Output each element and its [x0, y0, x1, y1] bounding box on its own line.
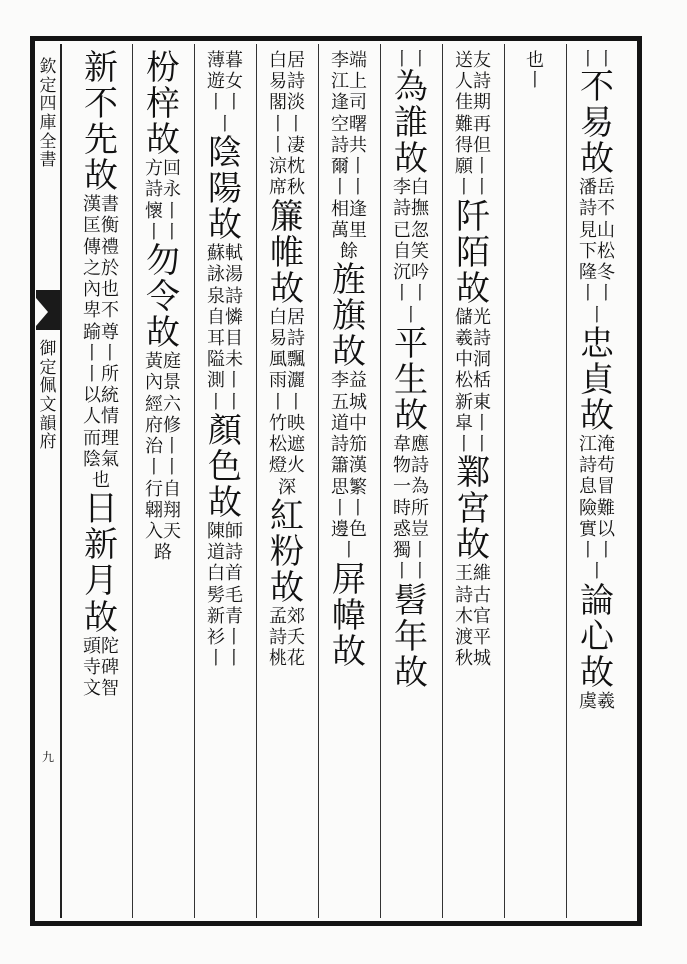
headword: 鄴宮故	[456, 453, 490, 566]
citation-text: 也	[526, 50, 544, 71]
citation-text: 方回詩永懷丨丨丨	[145, 158, 181, 243]
citation-text: 王維詩古木官渡平秋城	[455, 563, 491, 670]
margin-header-title: 欽定四庫全書	[39, 57, 57, 171]
text-column	[566, 50, 628, 910]
headword: 簾帷故	[270, 196, 304, 309]
text-column	[442, 50, 504, 910]
citation-text: 李白詩撫已忽自笑沉吟丨丨丨	[393, 177, 429, 326]
headword: 新不先故	[84, 50, 118, 197]
citation-text: 薄暮遊女丨丨丨	[207, 50, 243, 135]
headword: 不易故	[580, 67, 614, 180]
headword: 顏色故	[208, 410, 242, 523]
headword: 紅粉故	[270, 495, 304, 608]
column-rule	[442, 44, 443, 918]
text-column	[504, 50, 566, 910]
citation-text: 白居易詩閣淡丨丨丨凄涼枕席秋	[269, 50, 305, 199]
page-number: 九	[41, 750, 54, 764]
column-rule	[380, 44, 381, 918]
headword: 阡陌故	[456, 196, 490, 309]
citation-text: 江淹詩苟息冒險難實以丨丨丨	[579, 433, 615, 583]
headword: 枌梓故	[146, 50, 180, 161]
column-rule	[504, 44, 505, 918]
headword: 旌旗故	[332, 260, 366, 373]
headword: 日新月故	[84, 489, 118, 638]
citation-text: 韋應物詩一為時所惑豈獨丨丨丨	[393, 433, 429, 583]
column-rule	[256, 44, 257, 918]
margin-book-title: 御定佩文韻府	[39, 339, 57, 453]
text-column	[70, 50, 132, 910]
citation-text: 陳師道詩白首髣毛新青衫丨丨丨	[207, 521, 243, 670]
text-column	[132, 50, 194, 910]
citation-text: 送友人詩佳期難再得但願丨丨丨	[455, 50, 491, 199]
citation-text: 白居易詩風飄雨灑丨丨竹映松遮燈火深	[269, 306, 305, 498]
citation-text: 漢書匡衡傳禮之於內也卑不踰尊丨丨丨所以統人情而理陰氣也	[83, 194, 119, 492]
text-column	[194, 50, 256, 910]
text-column	[256, 50, 318, 910]
citation-text: 儲光羲詩中洞松栝新東皐丨丨丨	[455, 306, 491, 456]
column-rule	[566, 44, 567, 918]
repeat-mark: 丨	[526, 70, 544, 92]
margin-strip	[36, 44, 60, 914]
citation-text: 孟郊詩夭桃花	[269, 605, 305, 670]
citation-text: 蘇軾詠湯泉詩自憐耳目隘未測丨丨丨	[207, 243, 243, 413]
citation-text: 頭陀寺碑文智	[83, 635, 119, 699]
headword: 忠貞故	[580, 323, 614, 436]
repeat-mark: 丨丨	[579, 50, 615, 70]
citation-text: 李益五城道中詩笳簫漢思繁丨丨邊色丨	[331, 370, 367, 562]
citation-text: 潘岳詩不見山下松隆冬丨丨丨	[579, 177, 615, 326]
text-column	[318, 50, 380, 910]
column-rule	[318, 44, 319, 918]
text-column	[380, 50, 442, 910]
fishtail-notch	[36, 298, 48, 326]
headword: 陰陽故	[208, 132, 242, 245]
headword: 平生故	[394, 323, 428, 436]
headword: 為誰故	[394, 67, 428, 180]
column-rule	[194, 44, 195, 918]
headword: 髫年故	[394, 580, 428, 693]
headword: 屏幃故	[332, 559, 366, 672]
citation-text: 虞羲	[579, 690, 615, 712]
headword: 勿令故	[146, 241, 180, 354]
citation-text: 李端江上逢司空曙詩共爾丨丨丨相逢萬里餘	[331, 50, 367, 263]
repeat-mark: 丨丨	[393, 50, 429, 70]
citation-text: 黃庭內景經六府修治丨丨丨行自翺翔入天路	[145, 351, 181, 564]
column-rule	[132, 44, 133, 918]
headword: 論心故	[580, 580, 614, 693]
